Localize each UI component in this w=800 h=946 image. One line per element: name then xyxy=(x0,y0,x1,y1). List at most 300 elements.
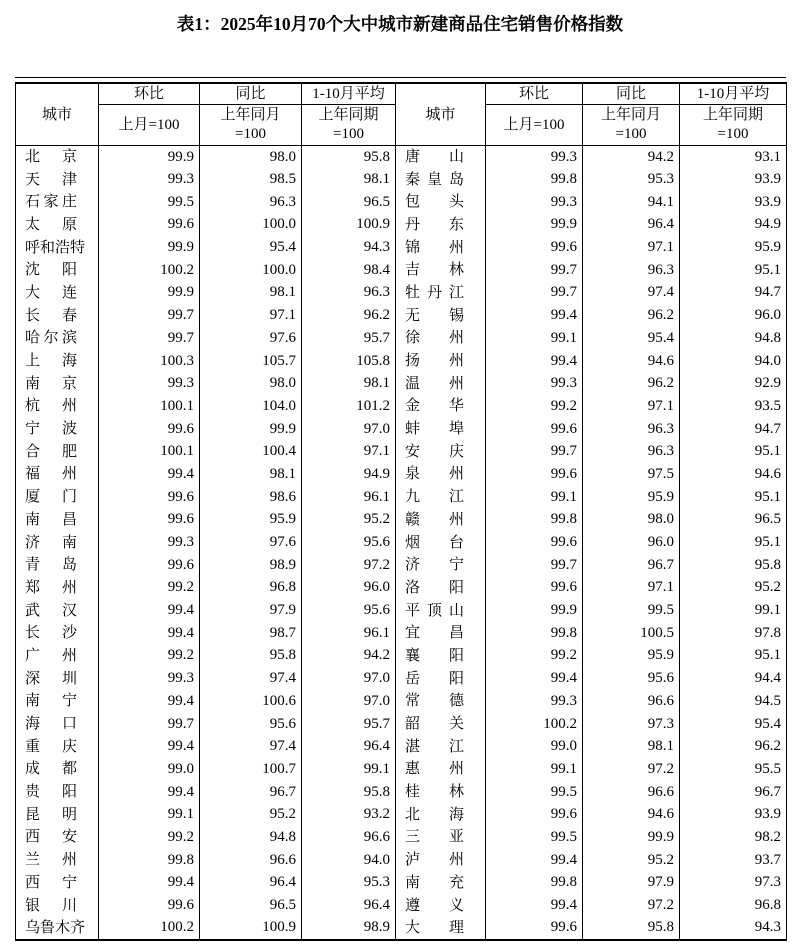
city-name: 无 锡 xyxy=(405,307,464,324)
table-row xyxy=(16,214,787,237)
city-name: 北 京 xyxy=(25,149,77,166)
city-cell xyxy=(396,327,486,350)
mom-value-cell: 99.6 xyxy=(99,894,200,917)
yoy-value-cell: 96.6 xyxy=(200,849,302,872)
city-cell xyxy=(16,917,99,940)
avg-value-cell: 97.0 xyxy=(302,667,396,690)
yoy-value-cell: 95.9 xyxy=(583,486,680,509)
header-avg-base-left xyxy=(302,105,396,146)
mom-value-cell: 99.6 xyxy=(486,531,583,554)
yoy-value-cell: 94.8 xyxy=(200,826,302,849)
city-cell xyxy=(16,463,99,486)
yoy-value-cell: 94.6 xyxy=(583,803,680,826)
city-cell xyxy=(396,418,486,441)
city-cell xyxy=(396,781,486,804)
table-row xyxy=(16,554,787,577)
city-name: 泉 州 xyxy=(405,466,464,483)
table-row xyxy=(16,463,787,486)
city-cell xyxy=(396,486,486,509)
yoy-value-cell: 95.9 xyxy=(583,645,680,668)
header-sub-line: 上年同月 xyxy=(600,107,661,123)
mom-value-cell: 99.1 xyxy=(486,486,583,509)
city-cell xyxy=(16,872,99,895)
mom-value-cell: 99.6 xyxy=(486,803,583,826)
city-name: 西 宁 xyxy=(25,874,77,891)
mom-value-cell: 99.3 xyxy=(99,168,200,191)
city-cell xyxy=(396,894,486,917)
header-mom-left: 环比 xyxy=(99,83,200,105)
yoy-value-cell: 96.3 xyxy=(583,259,680,282)
mom-value-cell: 99.6 xyxy=(99,486,200,509)
mom-value-cell: 99.6 xyxy=(486,917,583,940)
city-cell xyxy=(396,622,486,645)
avg-value-cell: 94.6 xyxy=(680,463,787,486)
mom-value-cell: 100.2 xyxy=(99,917,200,940)
avg-value-cell: 94.8 xyxy=(680,327,787,350)
avg-value-cell: 95.6 xyxy=(302,531,396,554)
table-row xyxy=(16,191,787,214)
city-name: 牡 丹 江 xyxy=(405,284,464,301)
city-name: 武 汉 xyxy=(25,602,77,619)
yoy-value-cell: 98.0 xyxy=(583,509,680,532)
yoy-value-cell: 100.6 xyxy=(200,690,302,713)
avg-value-cell: 105.8 xyxy=(302,350,396,373)
table-row xyxy=(16,440,787,463)
yoy-value-cell: 96.3 xyxy=(583,440,680,463)
table-row xyxy=(16,826,787,849)
table-row xyxy=(16,599,787,622)
city-name: 南 宁 xyxy=(25,693,77,710)
city-cell xyxy=(16,826,99,849)
table-row xyxy=(16,667,787,690)
mom-value-cell: 99.5 xyxy=(99,191,200,214)
city-name: 杭 州 xyxy=(25,398,77,415)
avg-value-cell: 97.2 xyxy=(302,554,396,577)
city-cell xyxy=(16,577,99,600)
avg-value-cell: 95.7 xyxy=(302,327,396,350)
avg-value-cell: 94.2 xyxy=(302,645,396,668)
yoy-value-cell: 97.4 xyxy=(200,667,302,690)
city-cell xyxy=(16,418,99,441)
avg-value-cell: 96.5 xyxy=(302,191,396,214)
mom-value-cell: 99.3 xyxy=(486,690,583,713)
city-name: 银 川 xyxy=(25,897,77,914)
city-cell xyxy=(396,214,486,237)
avg-value-cell: 95.7 xyxy=(302,713,396,736)
table-row xyxy=(16,622,787,645)
city-name: 襄 阳 xyxy=(405,647,464,664)
city-name: 兰 州 xyxy=(25,852,77,869)
avg-value-cell: 96.1 xyxy=(302,486,396,509)
avg-value-cell: 95.9 xyxy=(680,236,787,259)
city-cell xyxy=(16,327,99,350)
city-cell xyxy=(396,531,486,554)
city-cell xyxy=(16,486,99,509)
yoy-value-cell: 98.0 xyxy=(200,372,302,395)
header-sub-line: 上年同期 xyxy=(318,107,379,123)
yoy-value-cell: 96.4 xyxy=(583,214,680,237)
yoy-value-cell: 95.2 xyxy=(583,849,680,872)
avg-value-cell: 93.7 xyxy=(680,849,787,872)
city-cell xyxy=(396,463,486,486)
city-cell xyxy=(396,690,486,713)
yoy-value-cell: 97.4 xyxy=(583,282,680,305)
city-cell xyxy=(396,168,486,191)
city-cell xyxy=(396,645,486,668)
city-cell xyxy=(396,826,486,849)
mom-value-cell: 99.3 xyxy=(486,191,583,214)
yoy-value-cell: 95.6 xyxy=(200,713,302,736)
avg-value-cell: 94.5 xyxy=(680,690,787,713)
city-name: 海 口 xyxy=(25,716,77,733)
city-name: 大 连 xyxy=(25,284,77,301)
table-row xyxy=(16,259,787,282)
mom-value-cell: 99.2 xyxy=(486,645,583,668)
city-name: 桂 林 xyxy=(405,784,464,801)
city-cell xyxy=(16,690,99,713)
header-sub-line: =100 xyxy=(717,126,749,142)
mom-value-cell: 99.4 xyxy=(99,781,200,804)
city-name: 乌 鲁 木 齐 xyxy=(25,919,86,936)
table-row xyxy=(16,395,787,418)
table-row xyxy=(16,758,787,781)
mom-value-cell: 99.7 xyxy=(99,304,200,327)
city-cell xyxy=(16,894,99,917)
yoy-value-cell: 98.1 xyxy=(200,463,302,486)
yoy-value-cell: 97.1 xyxy=(583,577,680,600)
mom-value-cell: 99.9 xyxy=(486,599,583,622)
mom-value-cell: 99.8 xyxy=(486,872,583,895)
yoy-value-cell: 96.6 xyxy=(583,690,680,713)
city-cell xyxy=(396,554,486,577)
city-name: 三 亚 xyxy=(405,829,464,846)
mom-value-cell: 99.7 xyxy=(486,282,583,305)
city-cell xyxy=(396,440,486,463)
yoy-value-cell: 97.6 xyxy=(200,327,302,350)
header-avg-right: 1-10月平均 xyxy=(680,83,787,105)
city-cell xyxy=(16,214,99,237)
yoy-value-cell: 100.7 xyxy=(200,758,302,781)
avg-value-cell: 95.1 xyxy=(680,440,787,463)
city-name: 惠 州 xyxy=(405,761,464,778)
mom-value-cell: 99.4 xyxy=(99,599,200,622)
header-city-left: 城市 xyxy=(16,83,99,146)
header-avg-left: 1-10月平均 xyxy=(302,83,396,105)
avg-value-cell: 97.0 xyxy=(302,418,396,441)
price-index-table xyxy=(15,77,786,941)
city-name: 九 江 xyxy=(405,489,464,506)
mom-value-cell: 99.3 xyxy=(486,146,583,169)
avg-value-cell: 94.4 xyxy=(680,667,787,690)
yoy-value-cell: 96.2 xyxy=(583,304,680,327)
city-cell xyxy=(396,713,486,736)
yoy-value-cell: 100.0 xyxy=(200,259,302,282)
header-city-right: 城市 xyxy=(396,83,486,146)
mom-value-cell: 99.4 xyxy=(486,894,583,917)
mom-value-cell: 99.8 xyxy=(486,509,583,532)
city-cell xyxy=(396,304,486,327)
city-cell xyxy=(16,781,99,804)
city-name: 蚌 埠 xyxy=(405,421,464,438)
mom-value-cell: 99.9 xyxy=(99,282,200,305)
city-cell xyxy=(396,395,486,418)
mom-value-cell: 99.4 xyxy=(486,849,583,872)
yoy-value-cell: 97.6 xyxy=(200,531,302,554)
mom-value-cell: 99.2 xyxy=(486,395,583,418)
table-row xyxy=(16,372,787,395)
city-name: 青 岛 xyxy=(25,557,77,574)
table-row xyxy=(16,350,787,373)
mom-value-cell: 99.7 xyxy=(486,440,583,463)
data-table xyxy=(15,82,787,941)
mom-value-cell: 99.4 xyxy=(486,350,583,373)
city-cell xyxy=(16,146,99,169)
avg-value-cell: 96.4 xyxy=(302,735,396,758)
city-cell xyxy=(16,713,99,736)
mom-value-cell: 99.0 xyxy=(99,758,200,781)
yoy-value-cell: 100.0 xyxy=(200,214,302,237)
city-name: 遵 义 xyxy=(405,897,464,914)
table-row xyxy=(16,418,787,441)
yoy-value-cell: 95.4 xyxy=(583,327,680,350)
avg-value-cell: 101.2 xyxy=(302,395,396,418)
avg-value-cell: 94.3 xyxy=(302,236,396,259)
table-row xyxy=(16,849,787,872)
avg-value-cell: 96.7 xyxy=(680,781,787,804)
mom-value-cell: 99.4 xyxy=(99,735,200,758)
city-cell xyxy=(16,554,99,577)
avg-value-cell: 94.0 xyxy=(680,350,787,373)
avg-value-cell: 95.5 xyxy=(680,758,787,781)
avg-value-cell: 95.6 xyxy=(302,599,396,622)
table-row xyxy=(16,146,787,169)
mom-value-cell: 99.4 xyxy=(486,304,583,327)
city-cell xyxy=(396,191,486,214)
city-name: 唐 山 xyxy=(405,149,464,166)
city-cell xyxy=(396,350,486,373)
mom-value-cell: 100.1 xyxy=(99,395,200,418)
header-sub-line: 上年同月 xyxy=(220,107,281,123)
city-name: 石 家 庄 xyxy=(25,194,77,211)
yoy-value-cell: 97.3 xyxy=(583,713,680,736)
city-name: 郑 州 xyxy=(25,579,77,596)
header-yoy-left: 同比 xyxy=(200,83,302,105)
avg-value-cell: 94.7 xyxy=(680,282,787,305)
city-name: 温 州 xyxy=(405,375,464,392)
city-cell xyxy=(396,146,486,169)
city-name: 宜 昌 xyxy=(405,625,464,642)
mom-value-cell: 100.1 xyxy=(99,440,200,463)
yoy-value-cell: 96.3 xyxy=(583,418,680,441)
yoy-value-cell: 96.4 xyxy=(200,872,302,895)
page-title: 表1：2025年10月70个大中城市新建商品住宅销售价格指数 xyxy=(176,14,624,34)
city-cell xyxy=(16,236,99,259)
city-name: 丹 东 xyxy=(405,216,464,233)
city-cell xyxy=(16,372,99,395)
table-row xyxy=(16,713,787,736)
city-name: 西 安 xyxy=(25,829,77,846)
yoy-value-cell: 98.1 xyxy=(583,735,680,758)
yoy-value-cell: 96.6 xyxy=(583,781,680,804)
avg-value-cell: 93.9 xyxy=(680,168,787,191)
city-cell xyxy=(16,509,99,532)
city-cell xyxy=(16,849,99,872)
avg-value-cell: 94.9 xyxy=(302,463,396,486)
yoy-value-cell: 98.5 xyxy=(200,168,302,191)
yoy-value-cell: 94.1 xyxy=(583,191,680,214)
avg-value-cell: 96.3 xyxy=(302,282,396,305)
mom-value-cell: 99.1 xyxy=(486,327,583,350)
avg-value-cell: 93.9 xyxy=(680,803,787,826)
city-cell xyxy=(16,440,99,463)
city-name: 南 京 xyxy=(25,375,77,392)
header-sub-line: 上月=100 xyxy=(118,116,180,133)
city-cell xyxy=(16,191,99,214)
yoy-value-cell: 105.7 xyxy=(200,350,302,373)
mom-value-cell: 99.6 xyxy=(99,509,200,532)
avg-value-cell: 94.9 xyxy=(680,214,787,237)
avg-value-cell: 95.8 xyxy=(302,781,396,804)
table-header xyxy=(16,83,787,146)
header-mom-right: 环比 xyxy=(486,83,583,105)
mom-value-cell: 99.3 xyxy=(99,531,200,554)
yoy-value-cell: 97.2 xyxy=(583,758,680,781)
yoy-value-cell: 96.2 xyxy=(583,372,680,395)
mom-value-cell: 99.6 xyxy=(486,577,583,600)
yoy-value-cell: 99.9 xyxy=(200,418,302,441)
mom-value-cell: 99.2 xyxy=(99,577,200,600)
mom-value-cell: 99.4 xyxy=(99,622,200,645)
city-name: 岳 阳 xyxy=(405,670,464,687)
yoy-value-cell: 97.1 xyxy=(583,236,680,259)
avg-value-cell: 96.2 xyxy=(302,304,396,327)
city-name: 湛 江 xyxy=(405,738,464,755)
mom-value-cell: 99.4 xyxy=(99,463,200,486)
city-name: 昆 明 xyxy=(25,806,77,823)
city-cell xyxy=(16,168,99,191)
mom-value-cell: 99.7 xyxy=(99,713,200,736)
city-cell xyxy=(16,667,99,690)
yoy-value-cell: 98.0 xyxy=(200,146,302,169)
mom-value-cell: 99.7 xyxy=(99,327,200,350)
city-name: 宁 波 xyxy=(25,421,77,438)
avg-value-cell: 99.1 xyxy=(680,599,787,622)
mom-value-cell: 99.6 xyxy=(99,214,200,237)
table-row xyxy=(16,486,787,509)
header-sub-line: 上年同期 xyxy=(702,107,763,123)
city-cell xyxy=(396,803,486,826)
mom-value-cell: 99.9 xyxy=(486,214,583,237)
yoy-value-cell: 99.5 xyxy=(583,599,680,622)
city-name: 太 原 xyxy=(25,216,77,233)
header-sub-line: =100 xyxy=(615,126,647,142)
city-cell xyxy=(16,645,99,668)
city-cell xyxy=(396,849,486,872)
city-name: 吉 林 xyxy=(405,262,464,279)
city-cell xyxy=(16,304,99,327)
city-name: 秦 皇 岛 xyxy=(405,171,464,188)
avg-value-cell: 95.2 xyxy=(680,577,787,600)
city-cell xyxy=(16,599,99,622)
city-name: 深 圳 xyxy=(25,670,77,687)
city-name: 上 海 xyxy=(25,353,77,370)
city-name: 合 肥 xyxy=(25,443,77,460)
avg-value-cell: 97.8 xyxy=(680,622,787,645)
avg-value-cell: 96.1 xyxy=(302,622,396,645)
mom-value-cell: 99.8 xyxy=(99,849,200,872)
avg-value-cell: 95.1 xyxy=(680,259,787,282)
avg-value-cell: 93.2 xyxy=(302,803,396,826)
yoy-value-cell: 95.3 xyxy=(583,168,680,191)
mom-value-cell: 99.3 xyxy=(486,372,583,395)
city-name: 金 华 xyxy=(405,398,464,415)
avg-value-cell: 98.4 xyxy=(302,259,396,282)
mom-value-cell: 99.8 xyxy=(486,622,583,645)
avg-value-cell: 94.7 xyxy=(680,418,787,441)
city-cell xyxy=(396,282,486,305)
yoy-value-cell: 95.4 xyxy=(200,236,302,259)
city-cell xyxy=(16,803,99,826)
yoy-value-cell: 104.0 xyxy=(200,395,302,418)
table-row xyxy=(16,304,787,327)
mom-value-cell: 99.4 xyxy=(486,667,583,690)
header-mom-base-right xyxy=(486,105,583,146)
table-row xyxy=(16,803,787,826)
header-yoy-base-right xyxy=(583,105,680,146)
avg-value-cell: 96.0 xyxy=(680,304,787,327)
city-name: 烟 台 xyxy=(405,534,464,551)
mom-value-cell: 99.7 xyxy=(486,259,583,282)
city-cell xyxy=(396,735,486,758)
table-row xyxy=(16,872,787,895)
yoy-value-cell: 95.8 xyxy=(583,917,680,940)
avg-value-cell: 95.1 xyxy=(680,486,787,509)
yoy-value-cell: 95.8 xyxy=(200,645,302,668)
avg-value-cell: 95.8 xyxy=(680,554,787,577)
mom-value-cell: 99.6 xyxy=(486,418,583,441)
avg-value-cell: 96.8 xyxy=(680,894,787,917)
city-name: 厦 门 xyxy=(25,489,77,506)
header-sub-line: =100 xyxy=(235,126,266,142)
mom-value-cell: 99.6 xyxy=(486,463,583,486)
avg-value-cell: 98.2 xyxy=(680,826,787,849)
city-cell xyxy=(396,372,486,395)
mom-value-cell: 99.6 xyxy=(99,418,200,441)
table-row xyxy=(16,327,787,350)
mom-value-cell: 99.9 xyxy=(99,146,200,169)
avg-value-cell: 94.3 xyxy=(680,917,787,940)
mom-value-cell: 99.7 xyxy=(486,554,583,577)
mom-value-cell: 99.8 xyxy=(486,168,583,191)
yoy-value-cell: 100.4 xyxy=(200,440,302,463)
city-name: 沈 阳 xyxy=(25,262,77,279)
avg-value-cell: 97.3 xyxy=(680,872,787,895)
mom-value-cell: 99.1 xyxy=(486,758,583,781)
table-row xyxy=(16,781,787,804)
header-mom-base-left xyxy=(99,105,200,146)
table-row xyxy=(16,917,787,940)
city-name: 重 庆 xyxy=(25,738,77,755)
city-name: 韶 关 xyxy=(405,716,464,733)
mom-value-cell: 99.4 xyxy=(99,872,200,895)
yoy-value-cell: 95.2 xyxy=(200,803,302,826)
city-name: 包 头 xyxy=(405,194,464,211)
yoy-value-cell: 99.9 xyxy=(583,826,680,849)
mom-value-cell: 99.1 xyxy=(99,803,200,826)
yoy-value-cell: 96.5 xyxy=(200,894,302,917)
city-cell xyxy=(396,917,486,940)
mom-value-cell: 99.9 xyxy=(99,236,200,259)
